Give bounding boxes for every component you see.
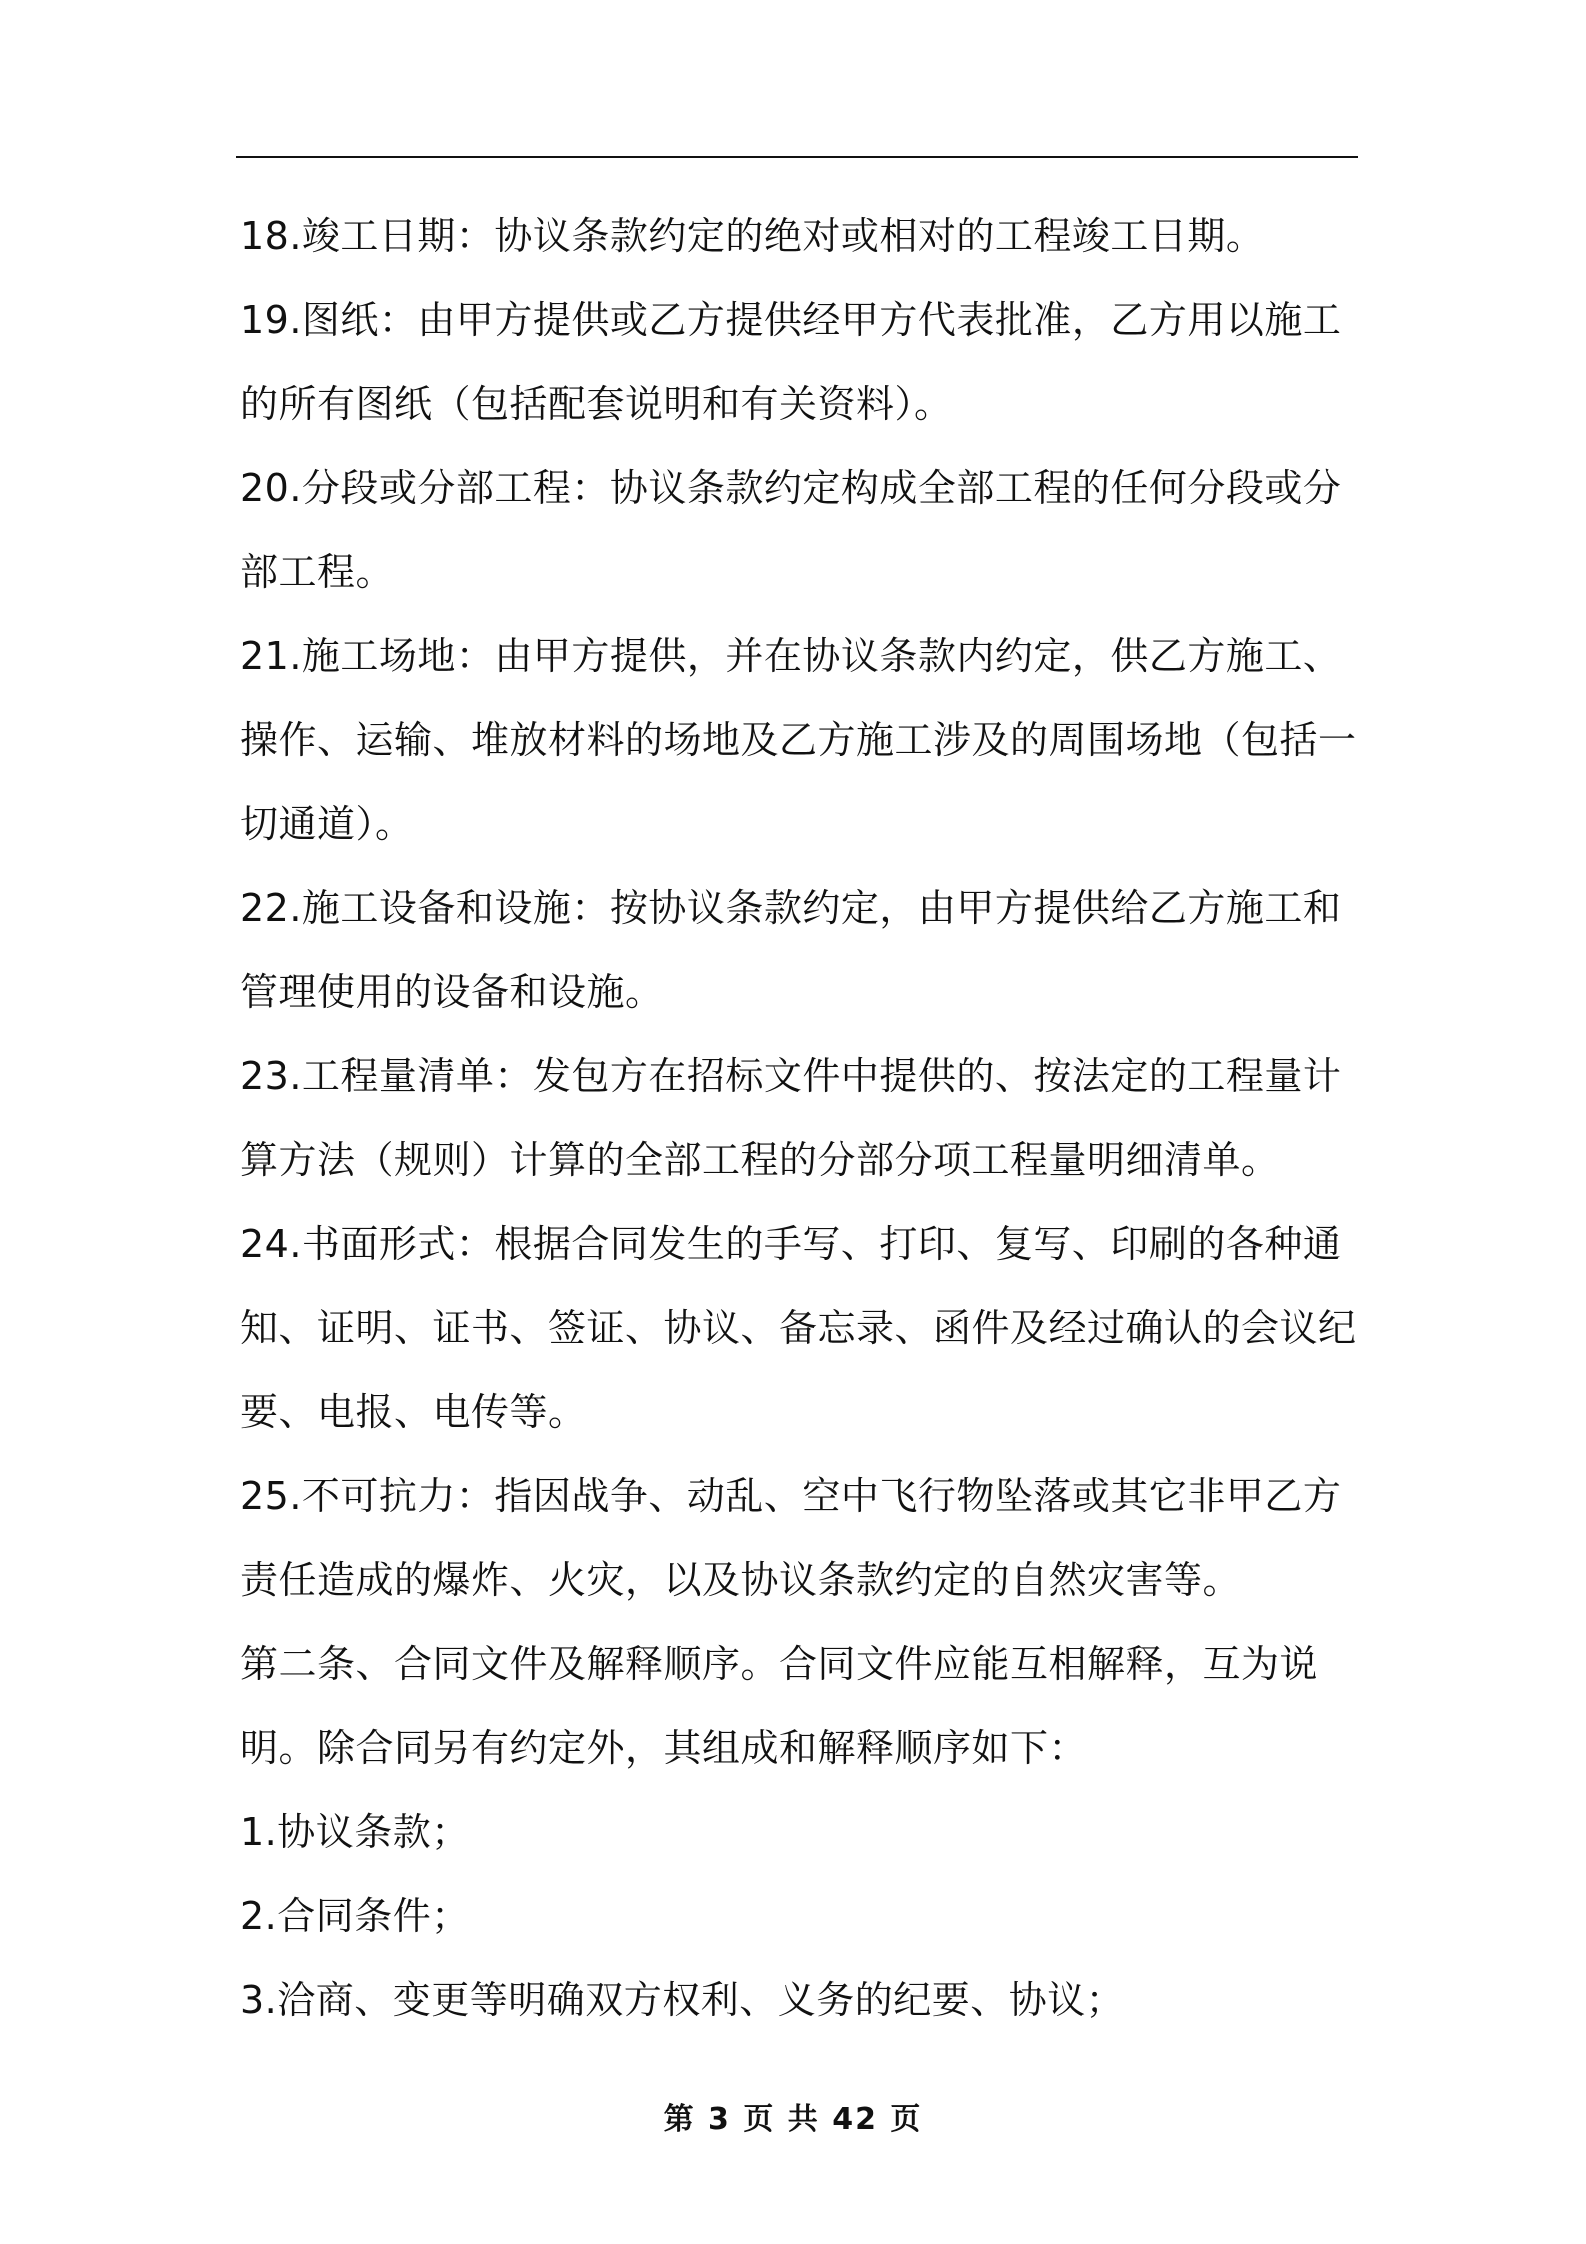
paragraph-25-force-majeure: 25.不可抗力：指因战争、动乱、空中飞行物坠落或其它非甲乙方责任造成的爆炸、火灾，以及协议条款约定的自然灾害等。 xyxy=(240,1474,1342,1602)
paragraph-18-completion-date: 18.竣工日期：协议条款约定的绝对或相对的工程竣工日期。 xyxy=(240,214,1265,258)
list-item-1: 1.协议条款； xyxy=(240,1810,470,1854)
list-item-2: 2.合同条件； xyxy=(240,1894,470,1938)
paragraph-22-equipment-facilities: 22.施工设备和设施：按协议条款约定，由甲方提供给乙方施工和管理使用的设备和设施。 xyxy=(240,886,1342,1014)
document-body xyxy=(240,194,1364,2042)
page-number-footer: 第 3 页 共 42 页 xyxy=(663,2102,923,2137)
paragraph-24-written-form: 24.书面形式：根据合同发生的手写、打印、复写、印刷的各种通知、证明、证书、签证、协议、备忘录、函件及经过确认的会议纪要、电报、电传等。 xyxy=(240,1222,1357,1434)
paragraph-23-bill-of-quantities: 23.工程量清单：发包方在招标文件中提供的、按法定的工程量计算方法（规则）计算的全部工程的分部分项工程量明细清单。 xyxy=(240,1054,1342,1182)
paragraph-article-2: 第二条、合同文件及解释顺序。合同文件应能互相解释，互为说明。除合同另有约定外，其组成和解释顺序如下： xyxy=(240,1642,1319,1770)
paragraph-21-construction-site: 21.施工场地：由甲方提供，并在协议条款内约定，供乙方施工、操作、运输、堆放材料的场地及乙方施工涉及的周围场地（包括一切通道）。 xyxy=(240,634,1357,846)
list-item-3: 3.洽商、变更等明确双方权利、义务的纪要、协议； xyxy=(240,1978,1125,2022)
paragraph-20-sectional-works: 20.分段或分部工程：协议条款约定构成全部工程的任何分段或分部工程。 xyxy=(240,466,1342,594)
header-rule xyxy=(236,156,1358,158)
paragraph-19-drawings: 19.图纸：由甲方提供或乙方提供经甲方代表批准，乙方用以施工的所有图纸（包括配套说明和有关资料）。 xyxy=(240,298,1342,426)
